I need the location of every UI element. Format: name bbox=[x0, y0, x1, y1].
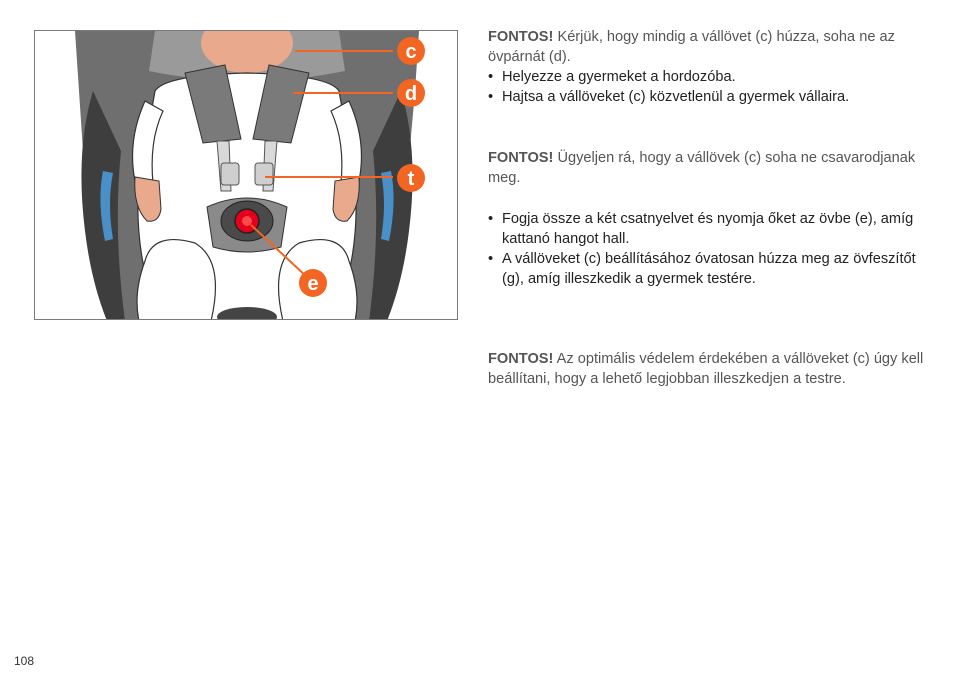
bullet-item: • A vállöveket (c) beállításához óvatosan húzza meg az övfeszítőt (g), amíg illeszkedik a gyermek testére. bbox=[488, 249, 928, 289]
svg-text:d: d bbox=[404, 83, 418, 105]
page-number: 108 bbox=[14, 654, 35, 668]
bullet-item: • Fogja össze a két csatnyelvet és nyomja őket az övbe (e), amíg kattanó hangot hall. bbox=[488, 209, 928, 249]
callout-t bbox=[397, 164, 425, 192]
note-1-label: FONTOS! bbox=[488, 29, 554, 45]
svg-text:e: e bbox=[307, 273, 319, 295]
note-1-text: Kérjük, hogy mindig a vállövet (c) húzza, soha ne az övpárnát (d). bbox=[488, 29, 895, 65]
note-3-label: FONTOS! bbox=[488, 351, 554, 367]
bullet-item: • Helyezze a gyermeket a hordozóba. bbox=[488, 67, 928, 87]
note-block-4 bbox=[488, 349, 928, 389]
note-3-text: Az optimális védelem érdekében a vállöveket (c) úgy kell beállítani, hogy a lehető legjobban illeszkedjen a testre. bbox=[488, 351, 924, 387]
note-block-3 bbox=[488, 209, 928, 289]
note-block-2 bbox=[488, 148, 928, 188]
note-block-1 bbox=[488, 27, 928, 107]
note-2-label: FONTOS! bbox=[488, 150, 554, 166]
bullet-item: • Hajtsa a vállöveket (c) közvetlenül a gyermek vállaira. bbox=[488, 87, 928, 107]
car-seat-illustration bbox=[34, 30, 458, 320]
callout-d bbox=[397, 79, 425, 107]
svg-text:t: t bbox=[407, 168, 415, 190]
callout-c bbox=[397, 37, 425, 65]
note-2 bbox=[488, 148, 928, 188]
note-1 bbox=[488, 27, 928, 67]
note-3 bbox=[488, 349, 928, 389]
callout-e bbox=[299, 269, 327, 297]
car-seat-drawing bbox=[35, 31, 458, 320]
note-2-text: Ügyeljen rá, hogy a vállövek (c) soha ne csavarodjanak meg. bbox=[488, 150, 916, 186]
bullet-list-2 bbox=[488, 209, 928, 289]
bullet-list-1 bbox=[488, 67, 928, 107]
svg-text:c: c bbox=[405, 41, 417, 63]
